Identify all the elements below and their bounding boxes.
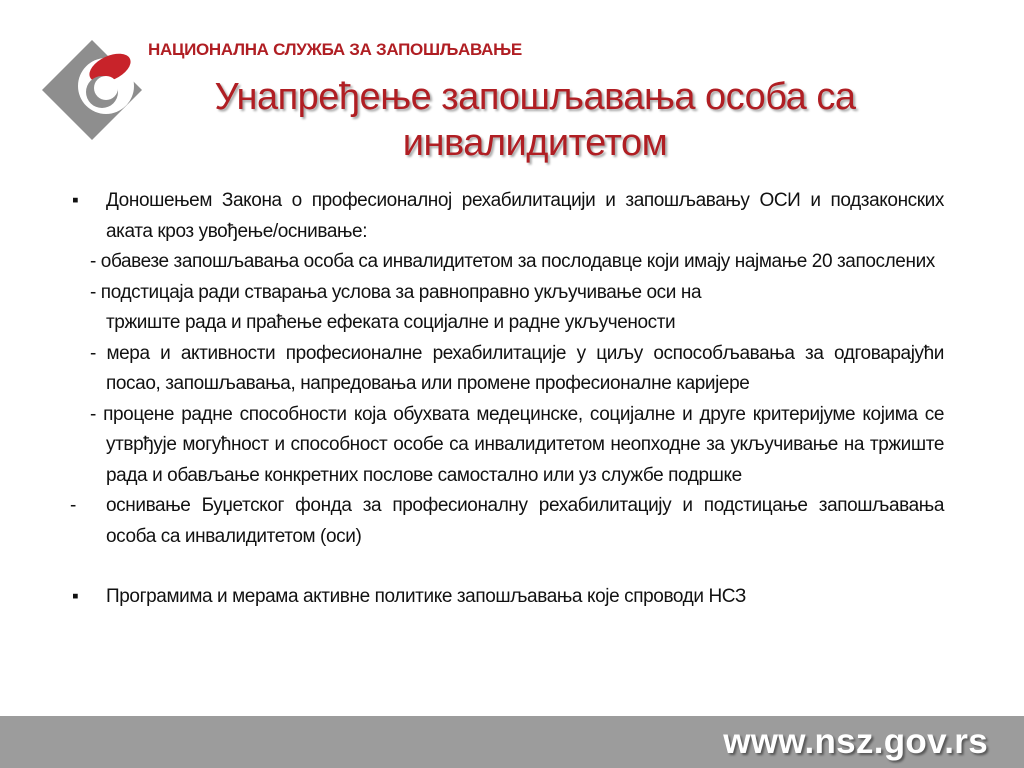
title-line-2: инвалидитетом	[402, 122, 668, 164]
title-line-1: Унапређење запошљавања особа са	[214, 76, 856, 118]
bullet-item-programs-text: Програмима и мерама активне политике запошљавања које спроводи НСЗ	[106, 586, 746, 607]
page-title	[170, 74, 900, 166]
footer-bar	[0, 716, 1024, 768]
sub-item-obligation: - обавезе запошљавања особа са инвалидитетом за послодавце који имају најмање 20 запослених	[90, 251, 935, 272]
bullet-item-law	[62, 186, 944, 247]
website-url: www.nsz.gov.rs	[723, 722, 988, 761]
sub-item-rehabilitation: - мера и активности професионалне рехабилитације у циљу оспособљавања за одговарајући посао, запошљавања, напредовања или промене професионалне каријере	[90, 342, 944, 394]
dash-item-budget-fund	[62, 491, 944, 552]
spacer	[62, 552, 944, 582]
bullet-item-law-text: Доношењем Закона о професионалној рехабилитацији и запошљавању ОСИ и подзаконских аката кроз увођење/оснивање:	[106, 190, 944, 242]
slide-body	[62, 186, 944, 613]
sub-item-incentives-line2: тржиште рада и праћење ефеката социјалне и радне укључености	[106, 312, 676, 333]
bullet-item-programs	[62, 582, 944, 613]
dash-item-budget-fund-text: оснивање Буџетског фонда за професионалну рехабилитацију и подстицање запошљавања особа са инвалидитетом (оси)	[106, 495, 944, 547]
dash-marker: -	[70, 495, 76, 516]
bullet-marker-icon: ▪	[72, 586, 79, 607]
bullet-marker-icon: ▪	[72, 190, 79, 211]
organization-name: НАЦИОНАЛНА СЛУЖБА ЗА ЗАПОШЉАВАЊЕ	[148, 40, 522, 59]
sub-item-assessment: - процене радне способности која обухвата медецинске, социјалне и друге критеријуме којима се утврђује могућност и способност особе са инвалидитетом неопходне за укључивање на тржиште рада и обављање конкретних послове самостално или уз службе подршке	[90, 403, 944, 486]
sub-item-incentives-line1: - подстицаја ради стварања услова за равноправно укључивање оси на	[90, 281, 702, 303]
nsz-logo	[40, 38, 144, 142]
